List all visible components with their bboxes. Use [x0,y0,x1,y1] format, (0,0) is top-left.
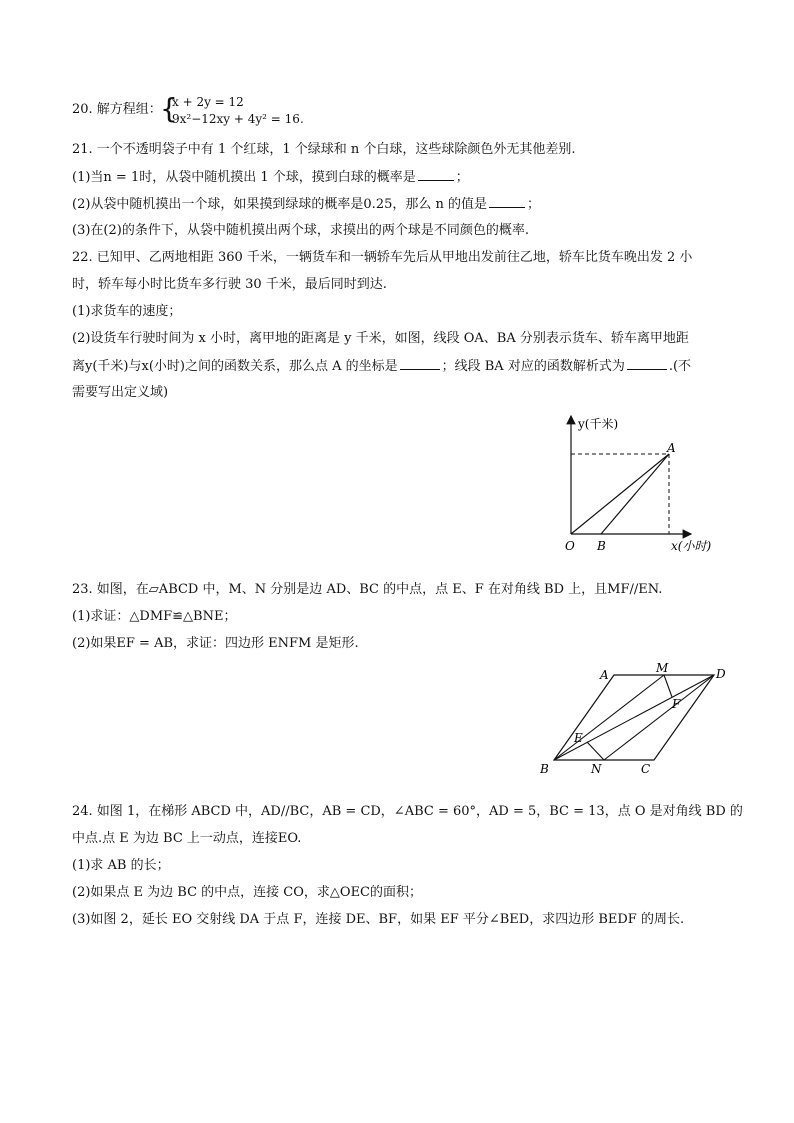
q21-part2-text: (2)从袋中随机摸出一个球，如果摸到绿球的概率是0.25，那么 n 的值是 [72,197,487,212]
q20-brace: { [160,92,178,125]
q24-line1: 24. 如图 1，在梯形 ABCD 中，AD//BC，AB = CD，∠ABC = 60°，AD = 5，BC = 13，点 O 是对角线 BD 的 [72,804,743,819]
label-E: E [574,731,583,745]
q22-part1: (1)求货车的速度； [72,304,182,319]
q24-part3: (3)如图 2，延长 EO 交射线 DA 于点 F，连接 DE、BF，如果 EF 平分∠BED，求四边形 BEDF 的周长. [72,912,685,927]
q20-eq2: 9x²−12xy + 4y² = 16. [172,112,304,126]
q24-part2: (2)如果点 E 为边 BC 的中点，连接 CO，求△OEC的面积； [72,885,423,900]
label-D: D [716,667,726,681]
segment-EN [587,742,604,760]
label-C: C [641,762,651,776]
q21-part2-end: ； [527,197,541,212]
answer-blank [489,195,525,208]
q21-part1-end: ； [455,170,469,185]
diagonal-BD [554,675,714,760]
label-N: N [591,762,602,776]
label-O: O [565,539,575,553]
q24-line2: 中点.点 E 为边 BC 上一动点，连接EO. [72,831,302,846]
segment-ND [604,675,714,760]
q22-part2b-text: 离y(千米)与x(小时)之间的函数关系，那么点 A 的坐标是 [72,359,398,374]
q22-part2b [72,357,691,376]
segment-MF [664,675,672,697]
answer-blank [418,168,454,181]
q23-part1: (1)求证：△DMF≌△BNE； [72,609,237,624]
q22-part2a: (2)设货车行驶时间为 x 小时，离甲地的距离是 y 千米，如图，线段 OA、BA 分别表示货车、轿车离甲地距 [72,331,689,346]
q22-line1: 22. 已知甲、乙两地相距 360 千米，一辆货车和一辆轿车先后从甲地出发前往乙地，轿车比货车晚出发 2 小 [72,250,693,265]
y-axis-label: y(千米) [578,417,619,431]
label-A: A [667,441,676,455]
q22-part2b-mid: ；线段 BA 对应的函数解析式为 [441,359,625,374]
q21-part2 [72,195,540,214]
q20-eq1: x + 2y = 12 [172,95,244,109]
label-M: M [656,661,669,675]
x-axis-label: x(小时) [671,539,712,553]
q20-label: 20. 解方程组： [72,102,162,117]
segment-BM [554,675,664,760]
q23-part2: (2)如果EF = AB，求证：四边形 ENFM 是矩形. [72,636,359,651]
segment-OA [571,454,669,534]
q22-graph [555,408,745,558]
q21-part3: (3)在(2)的条件下，从袋中随机摸出两个球，求摸出的两个球是不同颜色的概率. [72,223,529,238]
q21-part1-text: (1)当n = 1时，从袋中随机摸出 1 个球，摸到白球的概率是 [72,170,416,185]
q22-part2b-end: .(不 [668,359,692,374]
q22-part2c: 需要写出定义域) [72,385,169,400]
q23-stem: 23. 如图，在▱ABCD 中，M、N 分别是边 AD、BC 的中点，点 E、F 在对角线 BD 上，且MF//EN. [72,582,663,597]
q21-stem: 21. 一个不透明袋子中有 1 个红球，1 个绿球和 n 个白球，这些球除颜色外无其他差别. [72,142,576,157]
q22-line2: 时，轿车每小时比货车多行驶 30 千米，最后同时到达. [72,277,387,292]
label-B: B [597,539,606,553]
answer-blank [627,357,667,370]
q24-part1: (1)求 AB 的长； [72,858,170,873]
q23-figure [530,660,740,780]
label-A: A [600,668,609,682]
label-F: F [672,697,681,711]
label-B: B [540,762,549,776]
answer-blank [400,357,440,370]
q21-part1 [72,168,469,187]
segment-BA [601,454,669,534]
